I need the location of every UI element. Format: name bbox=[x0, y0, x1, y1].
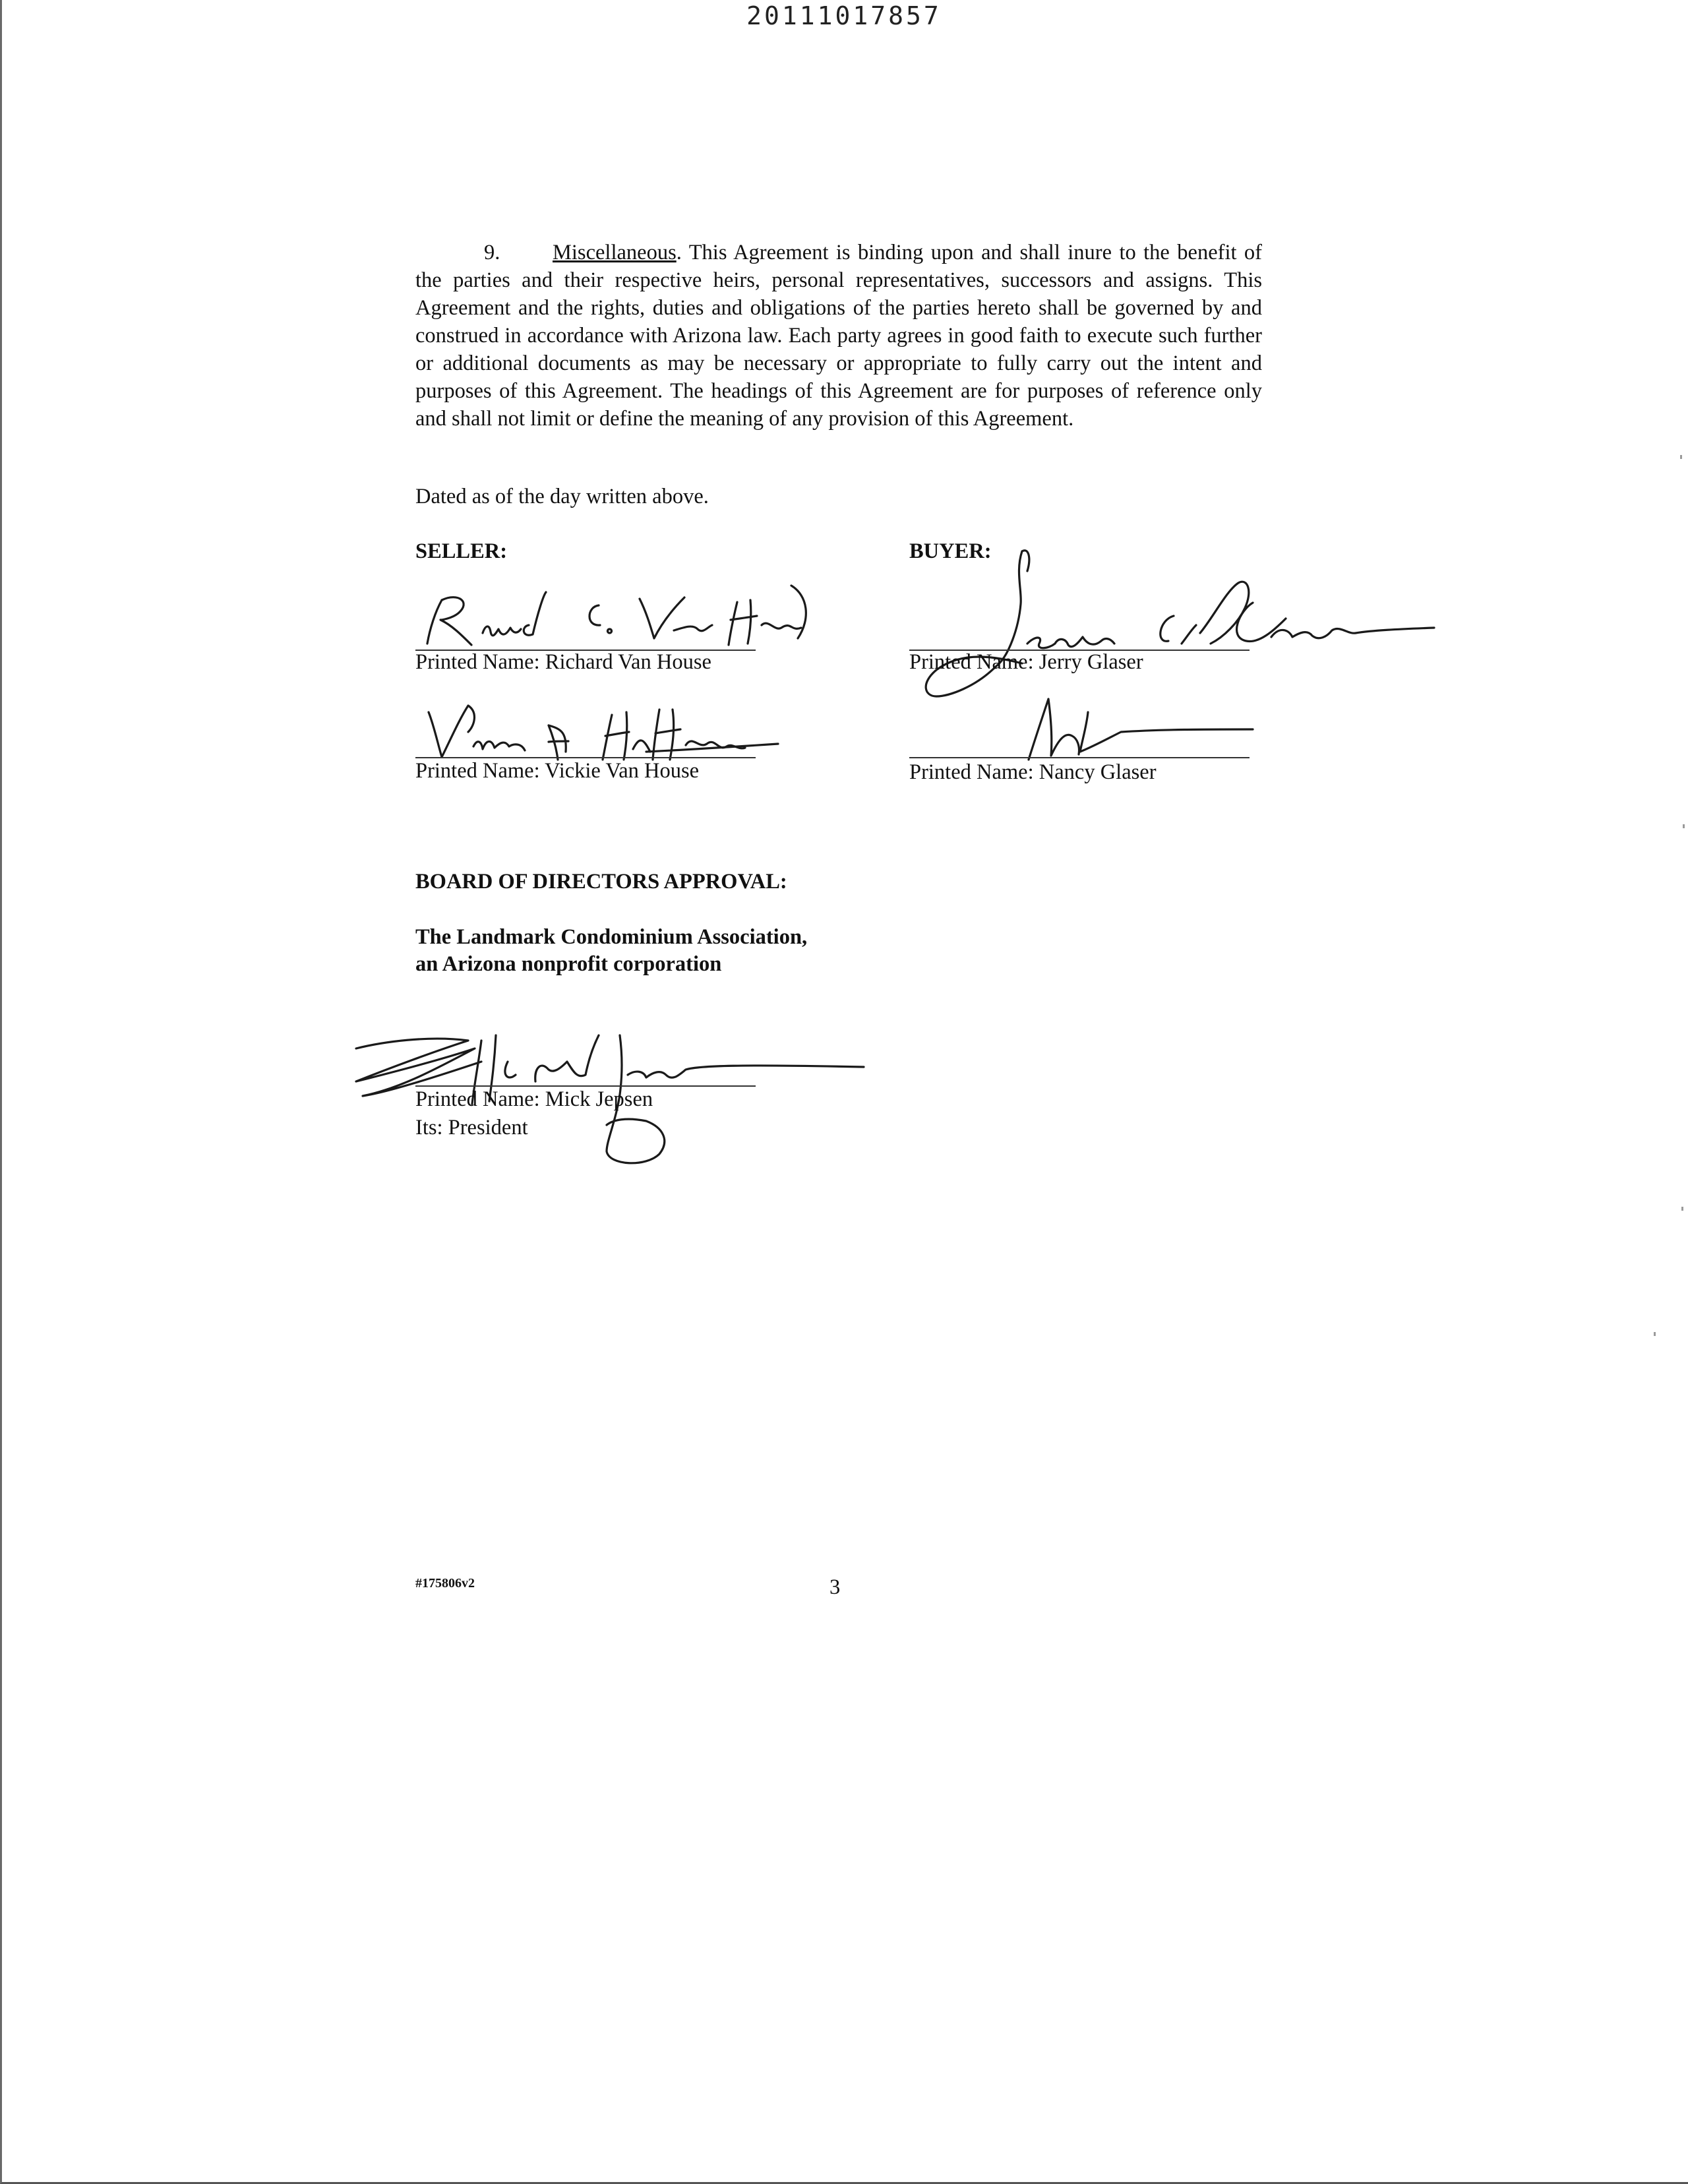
seller-signature-2 bbox=[422, 686, 791, 765]
page-number: 3 bbox=[829, 1575, 841, 1599]
document-id: #175806v2 bbox=[415, 1576, 475, 1591]
buyer-signature-2 bbox=[1009, 686, 1259, 765]
seller-printed-name-1: Printed Name: Richard Van House bbox=[415, 650, 711, 674]
section-heading: Miscellaneous bbox=[553, 241, 677, 264]
buyer-printed-name-2: Printed Name: Nancy Glaser bbox=[909, 760, 1157, 784]
association-name: The Landmark Condominium Association, bbox=[415, 925, 808, 949]
seller-label: SELLER: bbox=[415, 539, 508, 563]
section-9-paragraph bbox=[415, 239, 1262, 433]
board-title: Its: President bbox=[415, 1116, 528, 1139]
section-body: . This Agreement is binding upon and shall inure to the benefit of the parties and their respective heirs, personal representatives, successors and assigns. This Agreement and the rights, duties and obligations of the parties hereto shall be governed by and construed in accordance with Arizona law. Each party agrees in good faith to execute such further or additional documents as may be necessary or appropriate to fully carry out the intent and purposes of this Agreement. The headings of this Agreement are for purposes of reference only and shall not limit or define the meaning of any provision of this Agreement. bbox=[415, 241, 1262, 431]
seller-signature-1 bbox=[422, 572, 831, 652]
buyer-label: BUYER: bbox=[909, 539, 992, 563]
association-description: an Arizona nonprofit corporation bbox=[415, 952, 722, 976]
scan-speck bbox=[1683, 824, 1685, 828]
board-approval-heading: BOARD OF DIRECTORS APPROVAL: bbox=[415, 870, 787, 894]
section-number: 9. bbox=[484, 241, 500, 264]
dated-line: Dated as of the day written above. bbox=[415, 485, 709, 508]
scan-speck bbox=[1681, 1207, 1683, 1211]
scan-speck bbox=[1680, 455, 1682, 459]
seller-printed-name-2: Printed Name: Vickie Van House bbox=[415, 759, 700, 783]
buyer-printed-name-1: Printed Name: Jerry Glaser bbox=[909, 650, 1143, 674]
scan-speck bbox=[1654, 1332, 1656, 1336]
board-printed-name: Printed Name: Mick Jepsen bbox=[415, 1087, 653, 1111]
recording-number: 20111017857 bbox=[746, 1, 942, 30]
